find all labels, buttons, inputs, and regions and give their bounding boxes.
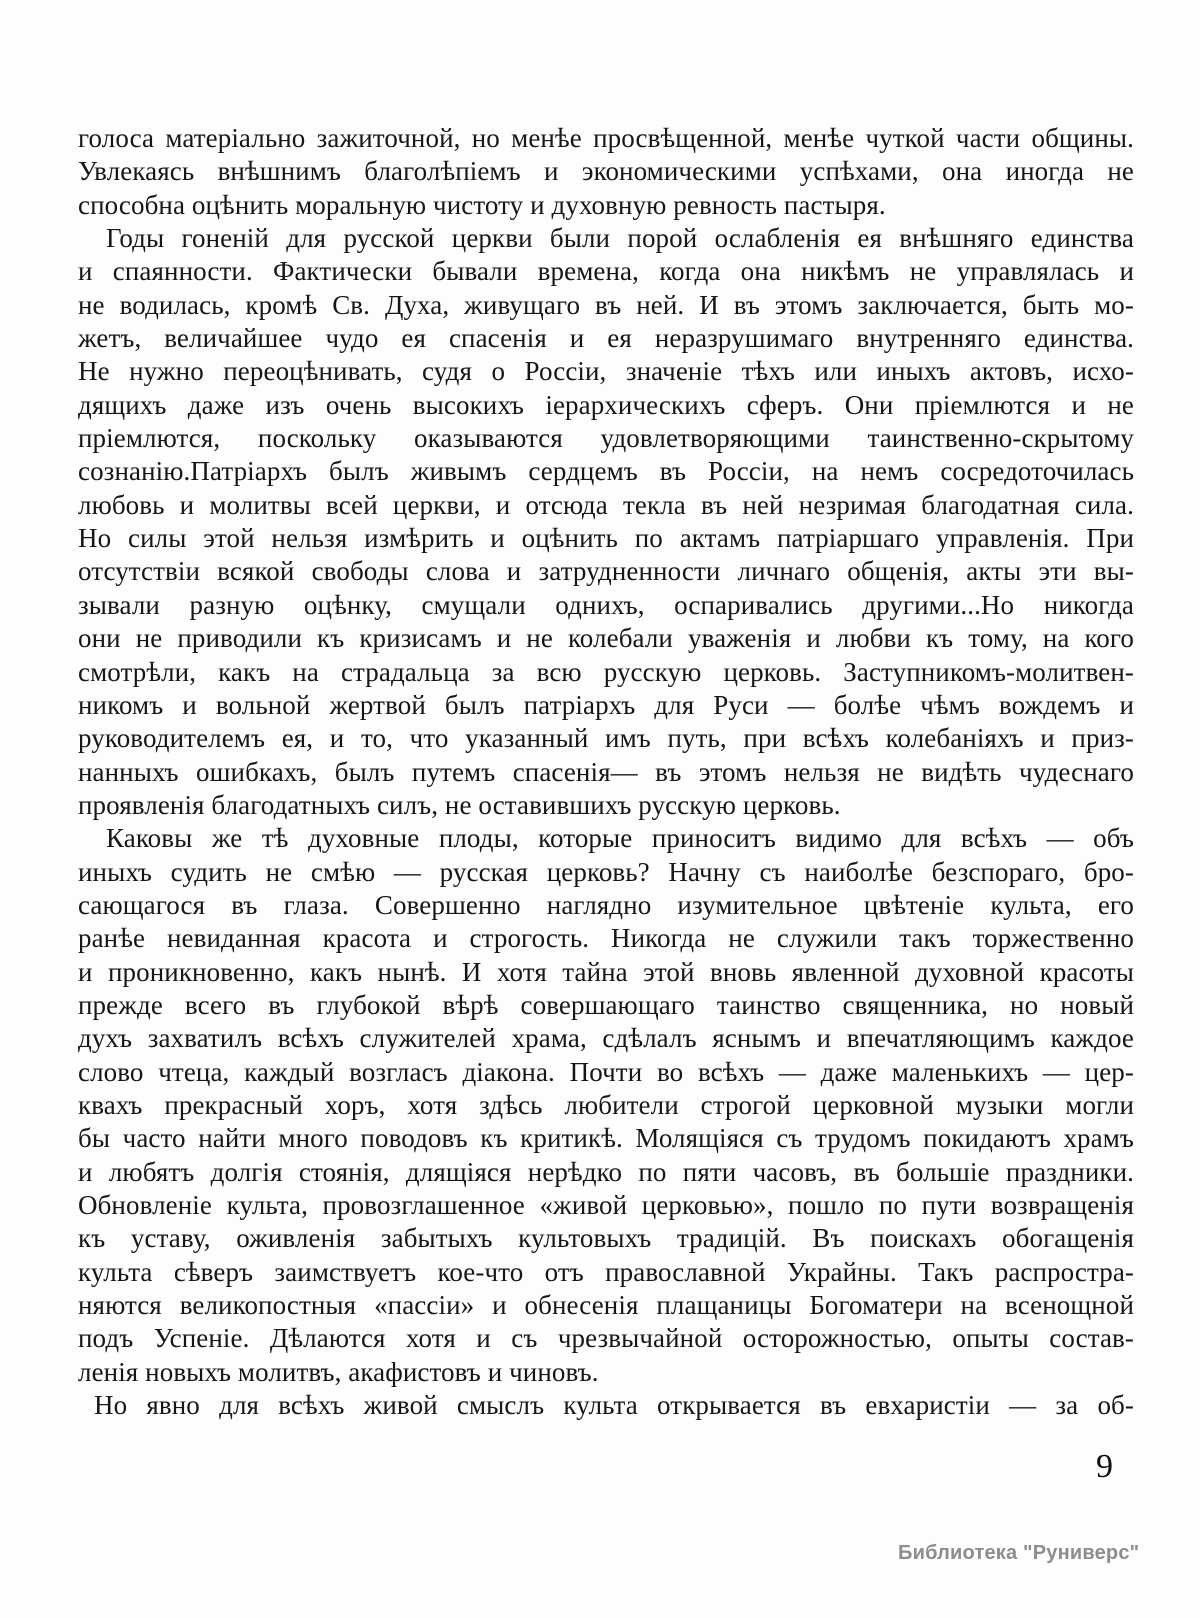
text-line: Каковы же тѣ духовные плоды, которые приноситъ видимо для всѣхъ — объ [106, 823, 1134, 854]
text-line: слово чтеца, каждый возгласъ діакона. Почти во всѣхъ — даже маленькихъ — цер- [78, 1056, 1134, 1087]
text-line: Не нужно переоцѣнивать, судя о Россіи, значеніе тѣхъ или иныхъ актовъ, исхо- [78, 356, 1134, 387]
text-line: пріемлются, поскольку оказываются удовлетворяющими таинственно-скрытому [78, 423, 1134, 454]
text-line: сающагося въ глаза. Совершенно наглядно изумительное цвѣтеніе культа, его [78, 889, 1134, 920]
text-line: смотрѣли, какъ на страдальца за всю русскую церковь. Заступникомъ-молитвен- [78, 656, 1134, 687]
text-line: ленія новыхъ молитвъ, акафистовъ и чиновъ. [78, 1356, 599, 1387]
text-line: не водилась, кромѣ Св. Духа, живущаго въ ней. И въ этомъ заключается, быть мо- [78, 289, 1134, 320]
text-line: няются великопостныя «пассіи» и обнесенія плащаницы Богоматери на всенощной [78, 1290, 1134, 1321]
text-line: сознанію.Патріархъ былъ живымъ сердцемъ въ Россіи, на немъ сосредоточилась [78, 456, 1134, 487]
text-line: Годы гоненій для русской церкви были порой ослабленія ея внѣшняго единства [106, 223, 1134, 254]
text-line: Увлекаясь внѣшнимъ благолѣпіемъ и экономическими успѣхами, она иногда не [78, 156, 1134, 187]
text-line: зывали разную оцѣнку, смущали однихъ, оспаривались другими...Но никогда [78, 589, 1134, 620]
text-line: жетъ, величайшее чудо ея спасенія и ея неразрушимаго внутренняго единства. [78, 323, 1134, 354]
text-line: бы часто найти много поводовъ къ критикѣ. Молящіяся съ трудомъ покидаютъ храмъ [78, 1123, 1134, 1154]
text-line: дящихъ даже изъ очень высокихъ іерархическихъ сферъ. Они пріемлются и не [78, 389, 1134, 420]
text-line: руководителемъ ея, и то, что указанный имъ путь, при всѣхъ колебаніяхъ и приз- [78, 723, 1134, 754]
text-line: подъ Успеніе. Дѣлаются хотя и съ чрезвычайной осторожностью, опыты состав- [78, 1323, 1134, 1354]
text-line: къ уставу, оживленія забытыхъ культовыхъ традицій. Въ поискахъ обогащенія [78, 1223, 1134, 1254]
text-line: культа сѣверъ заимствуетъ кое-что отъ православной Украйны. Такъ распростра- [78, 1256, 1134, 1287]
text-line: прежде всего въ глубокой вѣрѣ совершающаго таинство священника, но новый [78, 989, 1134, 1020]
text-line: любовь и молитвы всей церкви, и отсюда текла въ ней незримая благодатная сила. [78, 489, 1134, 520]
text-line: нанныхъ ошибкахъ, былъ путемъ спасенія— въ этомъ нельзя не видѣть чудеснаго [78, 756, 1134, 787]
text-line: Обновленіе культа, провозглашенное «живой церковью», пошло по пути возвращенія [78, 1190, 1134, 1220]
text-line: духъ захватилъ всѣхъ служителей храма, сдѣлалъ яснымъ и впечатляющимъ каждое [78, 1023, 1134, 1054]
text-line: способна оцѣнить моральную чистоту и духовную ревность пастыря. [78, 189, 886, 220]
page-number: 9 [1096, 1448, 1113, 1485]
text-line: и спаянности. Фактически бывали времена, когда она никѣмъ не управлялась и [78, 256, 1134, 287]
text-line: они не приводили къ кризисамъ и не колебали уваженія и любви къ тому, на кого [78, 623, 1134, 654]
text-line: иныхъ судить не смѣю — русская церковь? Начну съ наиболѣе безспораго, бро- [78, 856, 1134, 887]
text-line: голоса матеріально зажиточной, но менѣе просвѣщенной, менѣе чуткой части общины. [78, 123, 1134, 153]
text-line: никомъ и вольной жертвой былъ патріархъ для Руси — болѣе чѣмъ вождемъ и [78, 689, 1134, 720]
watermark-runivers: Библиотека "Руниверс" [898, 1542, 1140, 1564]
text-line: отсутствіи всякой свободы слова и затрудненности личнаго общенія, акты эти вы- [78, 556, 1134, 587]
text-line: ранѣе невиданная красота и строгость. Никогда не служили такъ торжественно [78, 923, 1134, 954]
text-line: и проникновенно, какъ нынѣ. И хотя тайна этой вновь явленной духовной красоты [78, 956, 1134, 987]
page-text [78, 122, 1134, 1422]
text-line: квахъ прекрасный хоръ, хотя здѣсь любители строгой церковной музыки могли [78, 1089, 1134, 1120]
text-line: Но явно для всѣхъ живой смыслъ культа открывается въ евхаристіи — за об- [94, 1390, 1134, 1421]
text-line: проявленія благодатныхъ силъ, не оставившихъ русскую церковь. [78, 789, 841, 820]
text-line: Но силы этой нельзя измѣрить и оцѣнить по актамъ патріаршаго управленія. При [78, 523, 1134, 554]
text-line: и любятъ долгія стоянія, длящіяся нерѣдко по пяти часовъ, въ большіе праздники. [78, 1156, 1134, 1187]
